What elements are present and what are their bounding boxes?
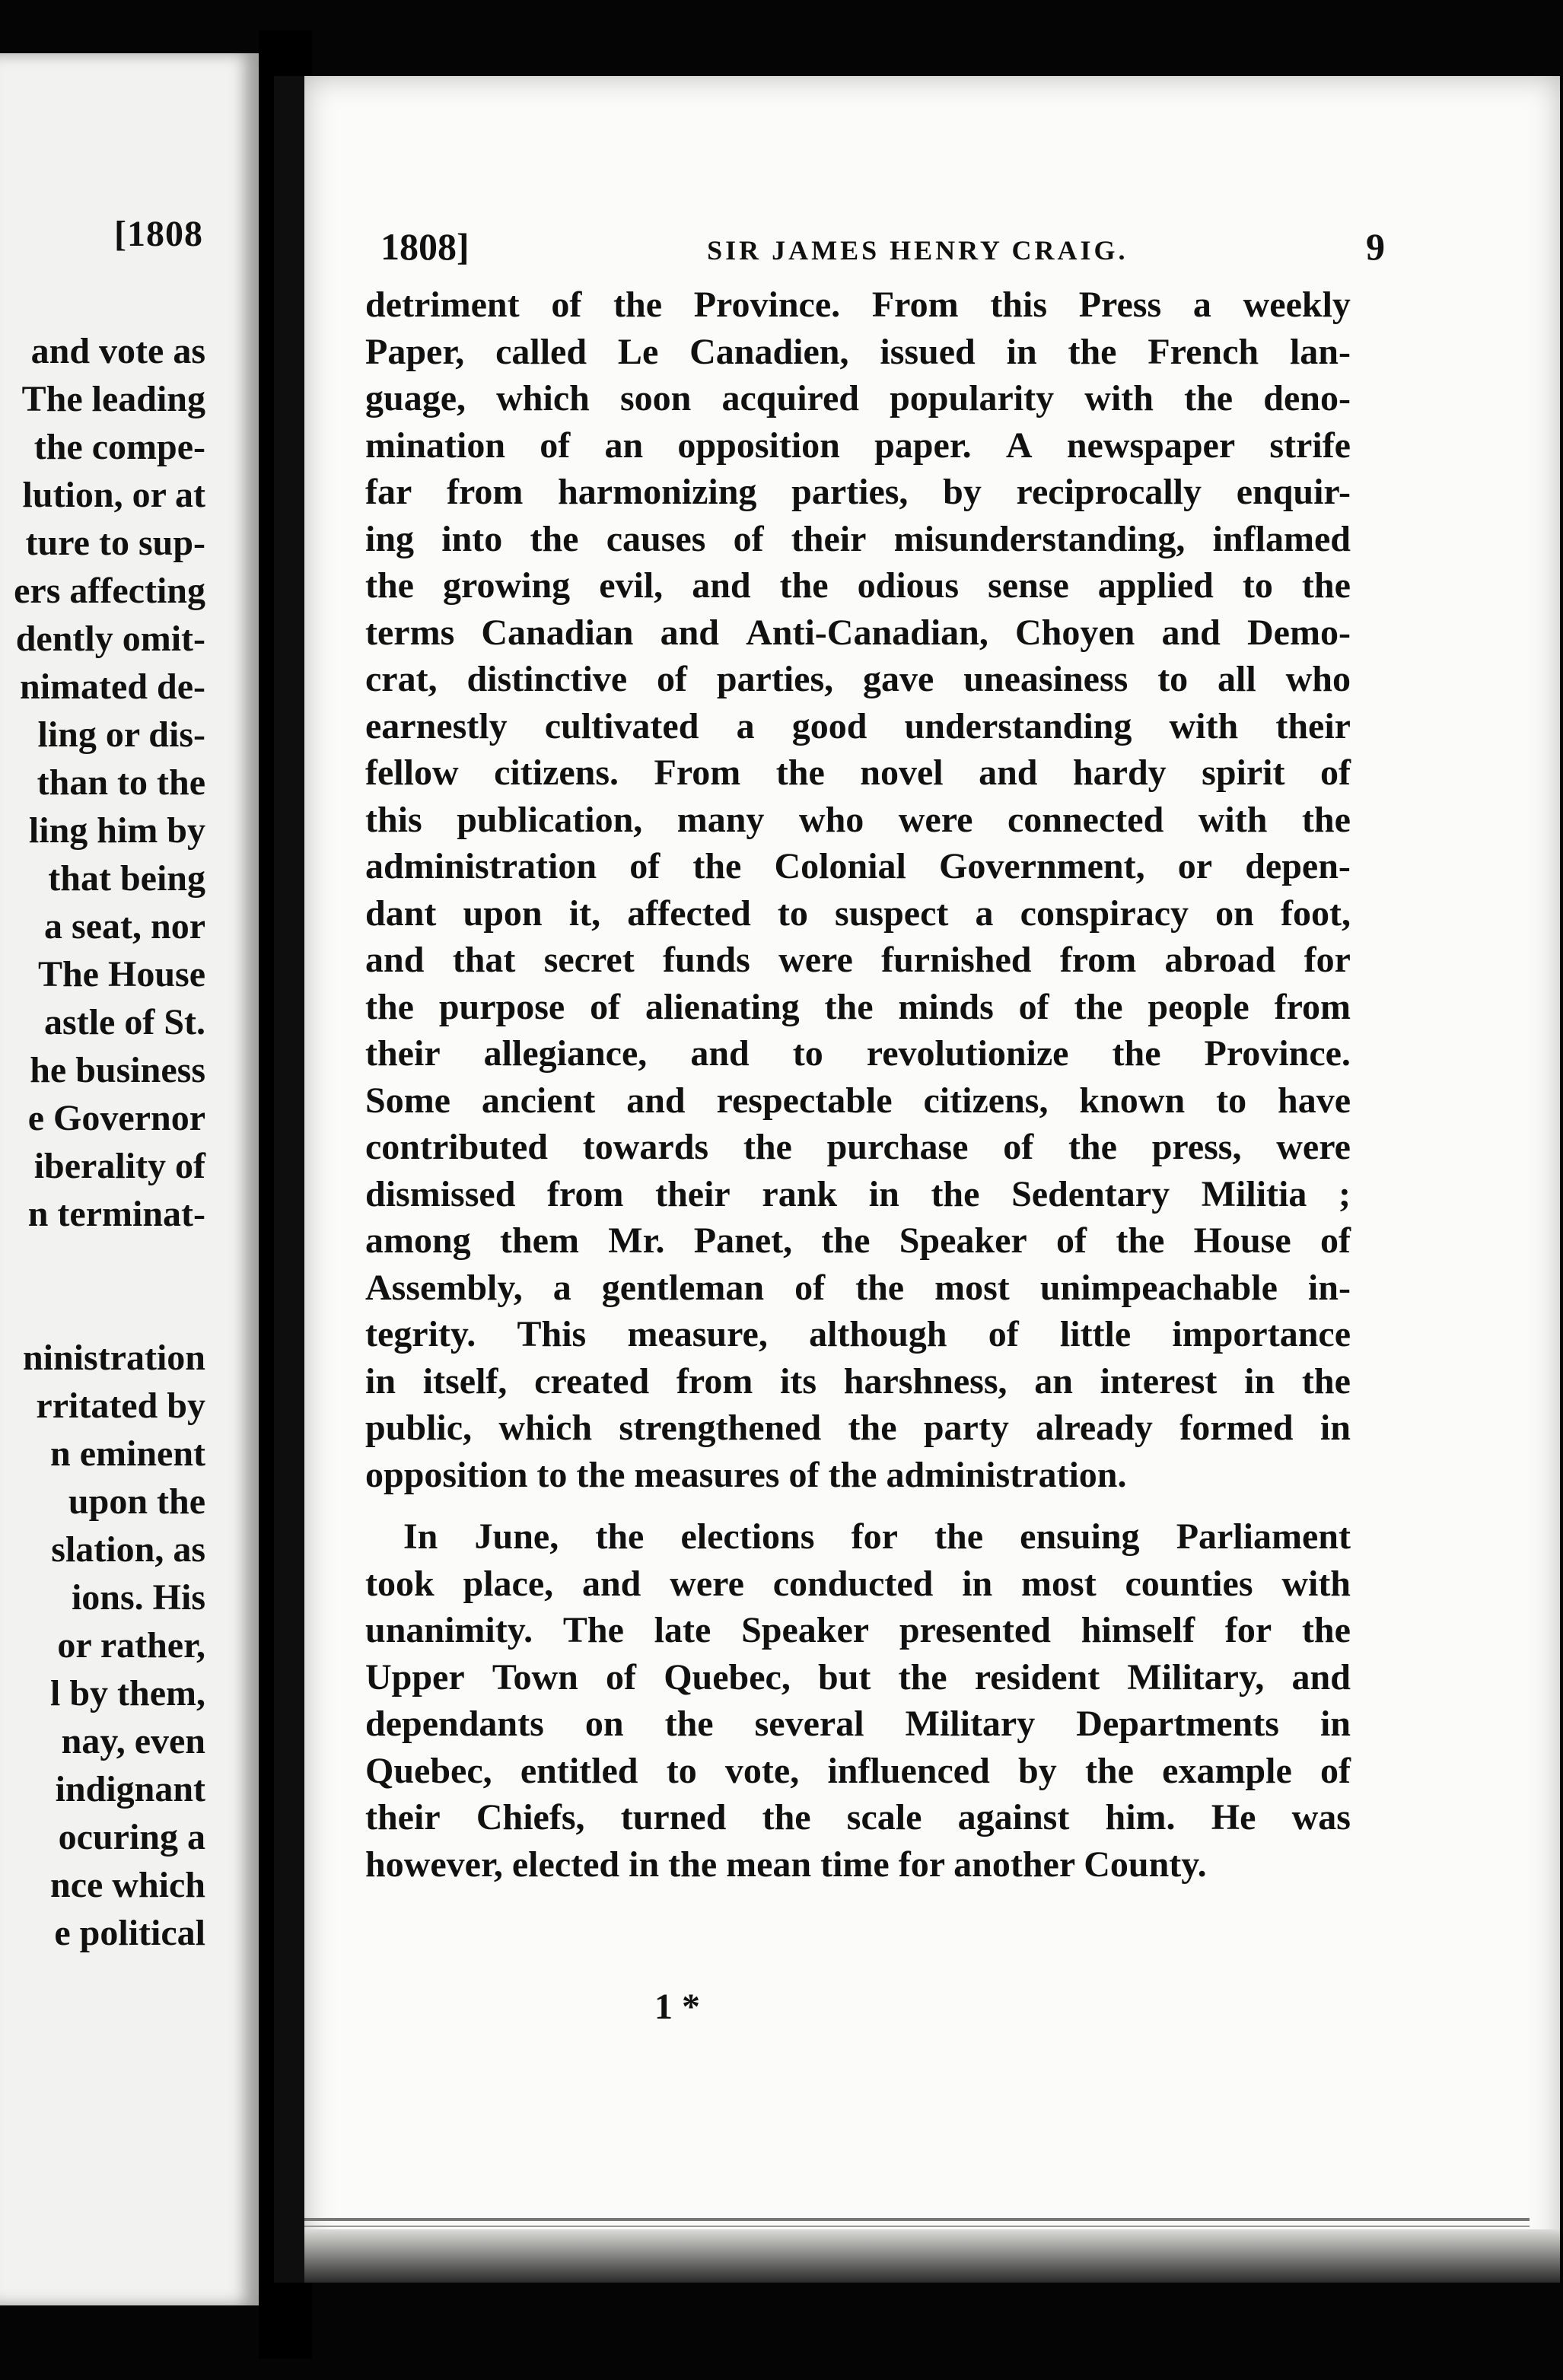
facing-page-line: nimated de- — [20, 667, 205, 707]
text-line: In June, the elections for the ensuing Parliament — [403, 1516, 1351, 1557]
facing-page-line: than to the — [37, 762, 205, 803]
text-line: the growing evil, and the odious sense applied to the — [365, 565, 1351, 606]
facing-page-line: ocuring a — [58, 1817, 205, 1857]
facing-page-line: ture to sup- — [25, 523, 205, 563]
text-line: mination of an opposition paper. A newspaper strife — [365, 425, 1351, 466]
page-bottom-edge — [304, 2229, 1560, 2283]
facing-page-line: ions. His — [71, 1577, 205, 1618]
text-line: and that secret funds were furnished from abroad for — [365, 940, 1351, 980]
facing-page-line: and vote as — [30, 331, 205, 371]
facing-page-line: nce which — [50, 1865, 205, 1905]
facing-page-line: that being — [48, 858, 205, 899]
facing-page-line: n terminat- — [27, 1194, 205, 1234]
page-number: 9 — [1365, 225, 1385, 268]
text-line: dependants on the several Military Departments in — [365, 1704, 1351, 1744]
text-line: this publication, many who were connected with the — [365, 799, 1351, 840]
text-line: tegrity. This measure, although of little importance — [365, 1314, 1351, 1354]
text-line: however, elected in the mean time for another County. — [365, 1844, 1207, 1885]
facing-page-line: The leading — [21, 379, 205, 419]
running-head-title: SIR JAMES HENRY CRAIG. — [707, 235, 1128, 266]
facing-page-header: [1808 — [114, 214, 203, 254]
text-line: unanimity. The late Speaker presented himself for the — [365, 1610, 1351, 1650]
facing-page-line: e political — [54, 1913, 205, 1953]
facing-page-line: nay, even — [61, 1721, 205, 1761]
facing-page-text — [14, 327, 205, 1957]
text-line: their Chiefs, turned the scale against him. He was — [365, 1797, 1351, 1838]
facing-page-line: he business — [30, 1050, 205, 1090]
text-line: guage, which soon acquired popularity with the deno- — [365, 378, 1351, 418]
signature-mark: 1 * — [654, 1987, 700, 2027]
text-line: among them Mr. Panet, the Speaker of the House of — [365, 1220, 1351, 1261]
text-line: administration of the Colonial Government, or depen- — [365, 846, 1351, 886]
text-line: the purpose of alienating the minds of the people from — [365, 986, 1351, 1027]
text-line: Some ancient and respectable citizens, known to have — [365, 1080, 1351, 1121]
text-line: Quebec, entitled to vote, influenced by the example of — [365, 1750, 1351, 1791]
running-head — [380, 224, 1385, 269]
facing-page-line: upon the — [68, 1481, 205, 1522]
facing-page-line: l by them, — [50, 1673, 205, 1713]
text-line: in itself, created from its harshness, an interest in the — [365, 1360, 1351, 1402]
text-line: opposition to the measures of the administration. — [365, 1454, 1127, 1495]
facing-page-line: rritated by — [36, 1386, 205, 1426]
facing-page-fragment — [0, 53, 259, 2305]
paragraph-gap — [365, 1498, 1351, 1513]
facing-page-line: indignant — [55, 1769, 205, 1809]
facing-page-line: n eminent — [50, 1433, 205, 1474]
text-line: fellow citizens. From the novel and hardy spirit of — [365, 752, 1351, 793]
facing-page-line: slation, as — [51, 1529, 205, 1570]
facing-page-line: The House — [37, 954, 205, 994]
text-line: far from harmonizing parties, by reciprocally enquir- — [365, 472, 1351, 512]
text-line: dismissed from their rank in the Sedentary Militia ; — [365, 1173, 1351, 1214]
text-line: Paper, called Le Canadien, issued in the French lan- — [365, 331, 1351, 372]
text-line: dant upon it, affected to suspect a conspiracy on foot, — [365, 892, 1351, 934]
bottom-rule — [304, 2218, 1530, 2221]
facing-page-line: or rather, — [57, 1625, 205, 1666]
facing-page-line: lution, or at — [22, 475, 205, 515]
facing-page-line: ling or dis- — [37, 714, 205, 755]
facing-page-line: dently omit- — [15, 619, 205, 659]
facing-page-line: iberality of — [33, 1146, 205, 1186]
page-body-text — [365, 282, 1351, 1888]
text-line: earnestly cultivated a good understanding with their — [365, 705, 1351, 746]
facing-page-line: ninistration — [22, 1338, 205, 1378]
text-line: public, which strengthened the party already formed in — [365, 1408, 1351, 1448]
text-line: crat, distinctive of parties, gave uneasiness to all who — [365, 659, 1351, 699]
text-line: Assembly, a gentleman of the most unimpeachable in- — [365, 1267, 1351, 1308]
facing-page-line — [14, 1238, 205, 1334]
facing-page-line: a seat, nor — [44, 906, 205, 947]
facing-page-line: astle of St. — [44, 1002, 205, 1042]
running-head-year: 1808] — [380, 225, 470, 268]
text-line: detriment of the Province. From this Press a weekly — [365, 285, 1351, 325]
facing-page-line: e Governor — [27, 1098, 205, 1138]
facing-page-line: ling him by — [28, 810, 205, 851]
book-page — [274, 76, 1560, 2283]
text-line: took place, and were conducted in most counties with — [365, 1563, 1351, 1604]
bottom-rule-secondary — [304, 2226, 1530, 2227]
text-line: terms Canadian and Anti-Canadian, Choyen and Demo- — [365, 612, 1351, 653]
facing-page-line: the compe- — [33, 427, 205, 467]
text-line: ing into the causes of their misunderstanding, inflamed — [365, 518, 1351, 559]
facing-page-line: ers affecting — [14, 571, 205, 611]
text-line: Upper Town of Quebec, but the resident Military, and — [365, 1656, 1351, 1698]
text-line: their allegiance, and to revolutionize the Province. — [365, 1033, 1351, 1074]
text-line: contributed towards the purchase of the press, were — [365, 1127, 1351, 1167]
